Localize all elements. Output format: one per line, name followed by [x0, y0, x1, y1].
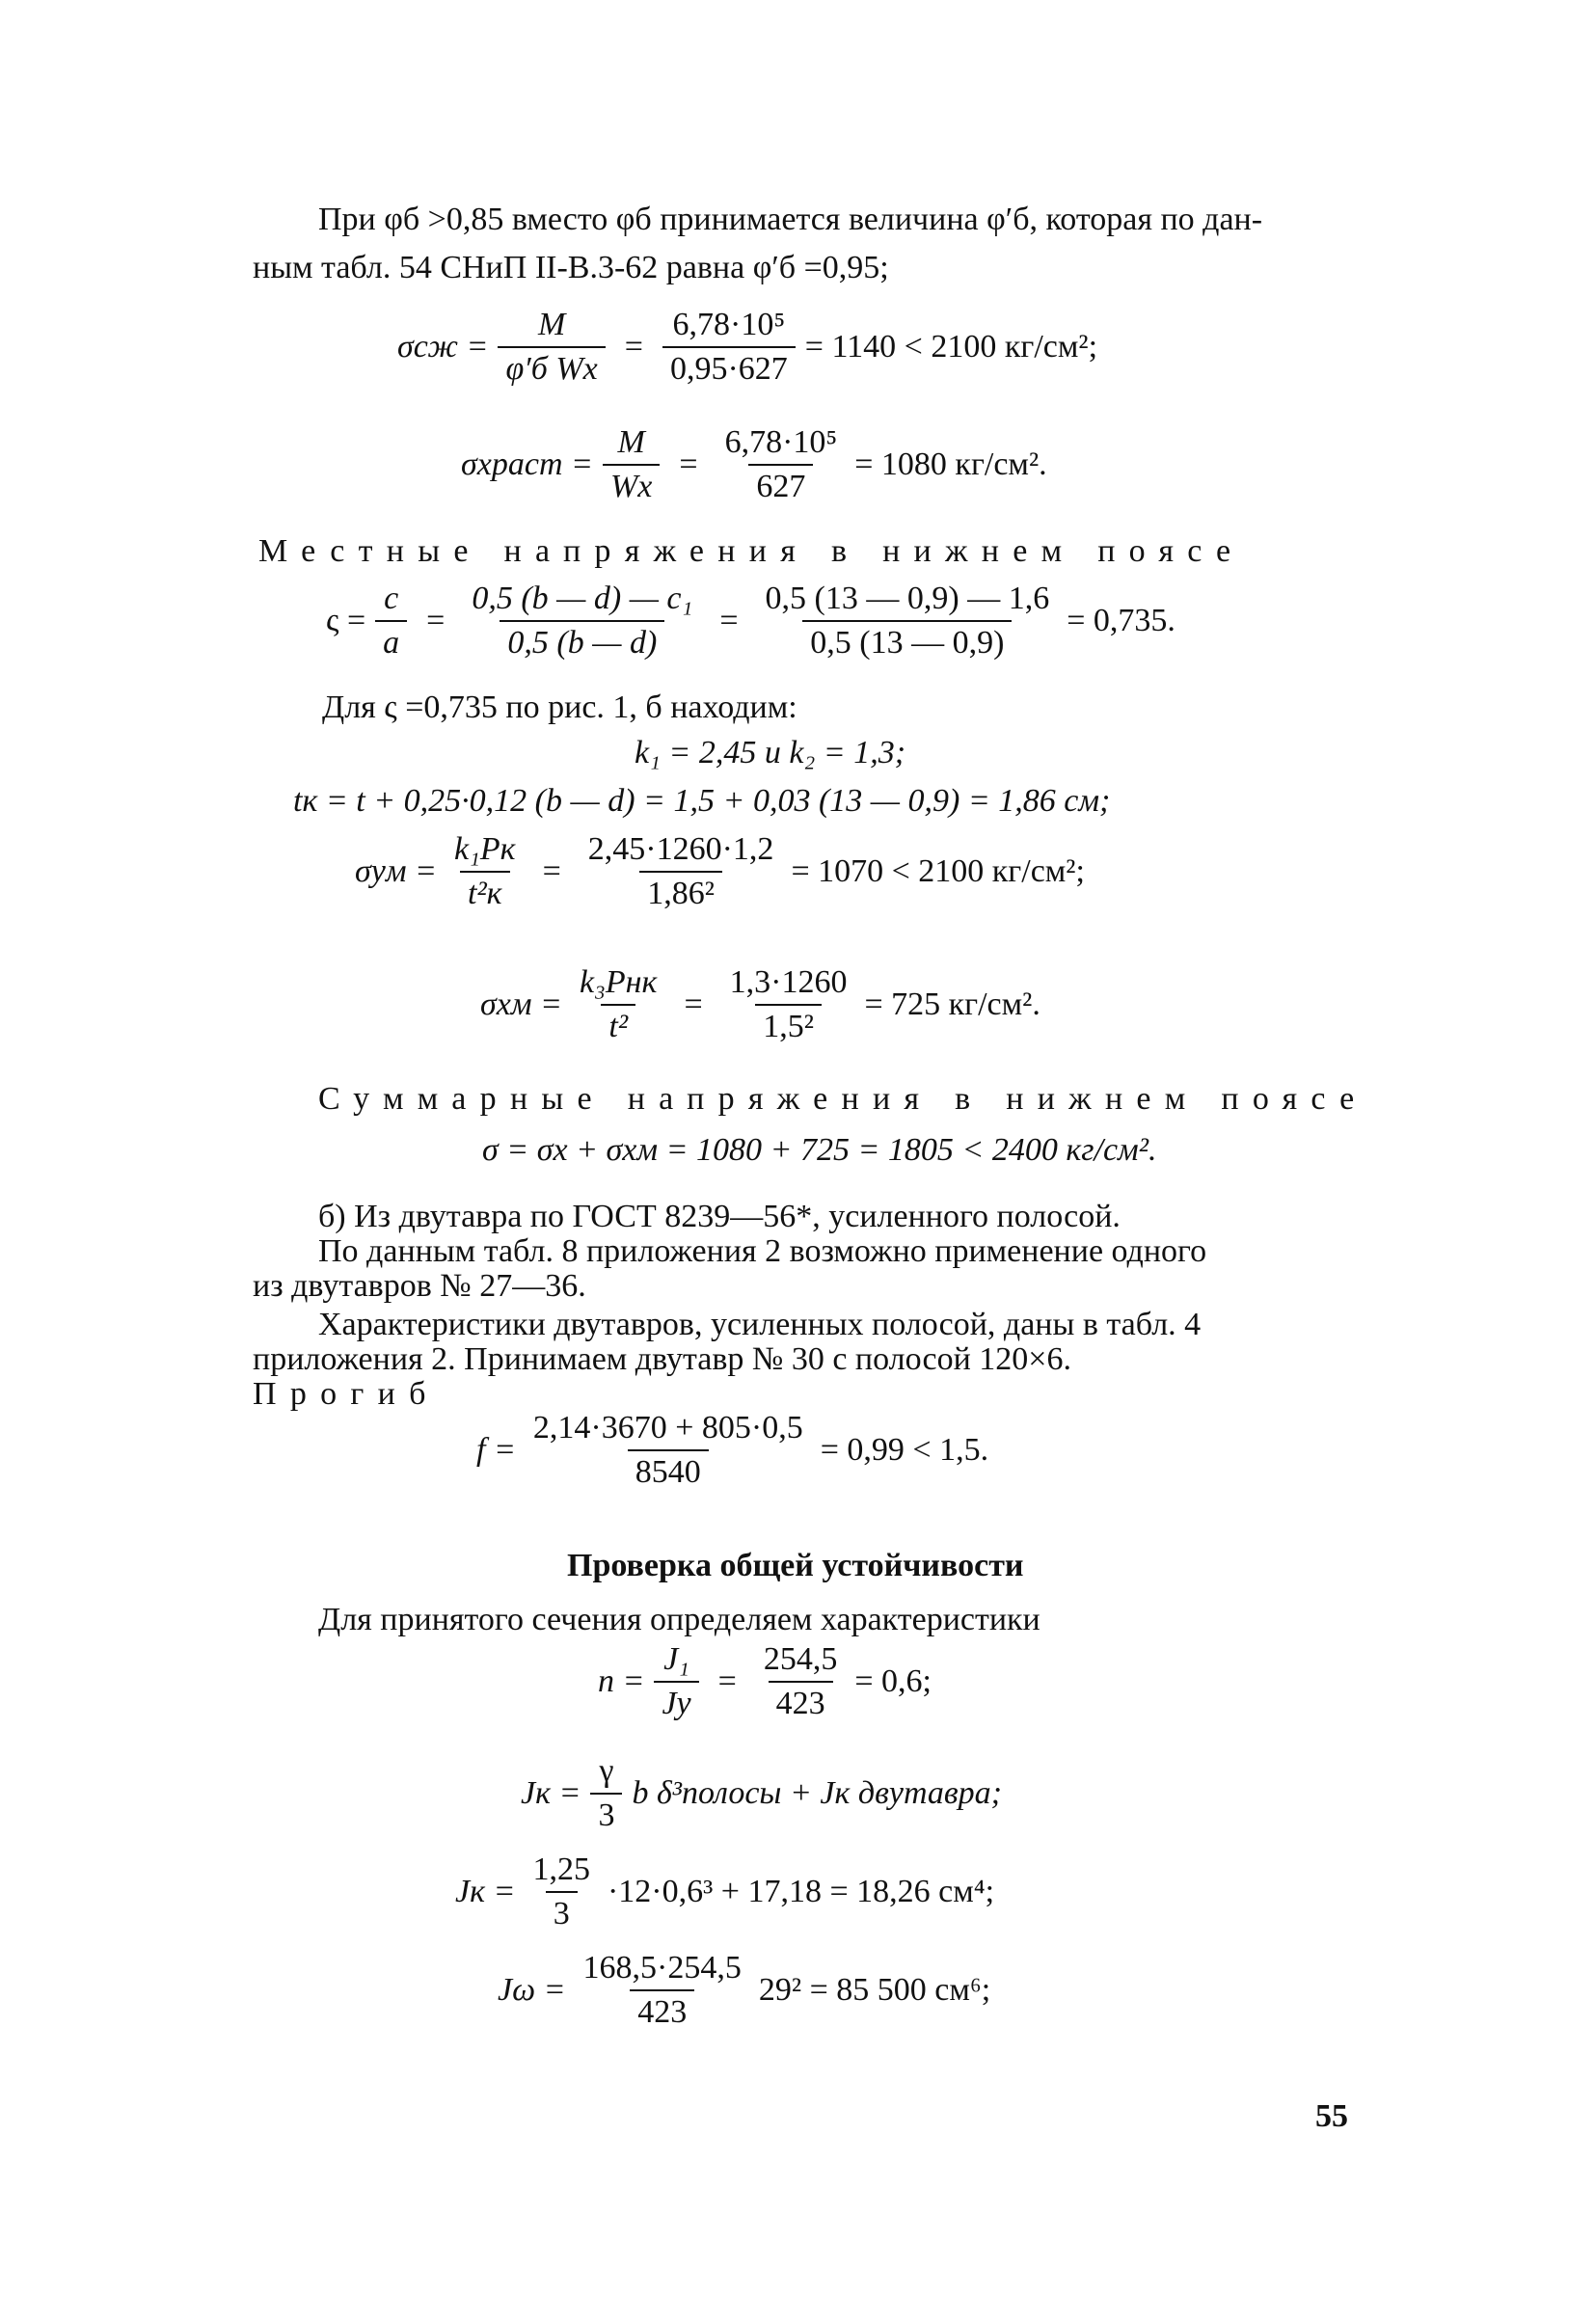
denominator: 627 [748, 464, 813, 505]
paragraph-line: При φб >0,85 вместо φб принимается величина φ′б, которая по дан- [318, 202, 1263, 237]
paragraph-line: По данным табл. 8 приложения 2 возможно применение одного [318, 1233, 1207, 1269]
equation-n: n = $\frac{\text{J₁}}{Jy}$ = $\frac{254,5}{423}$ = 0,6; [598, 1641, 932, 1721]
equation-rhs: = 0,735. [1067, 603, 1175, 638]
equation-lhs: n = [598, 1663, 645, 1699]
equation-jk-formula [521, 1753, 1002, 1834]
numerator: γ [599, 1753, 614, 1789]
paragraph-line: б) Из двутавра по ГОСТ 8239—56*, усиленного полосой. [318, 1199, 1121, 1234]
equation-sigma-y-local: σyм = $\frac{\text{k₁Pк}}{\text{t²к}}$ = $\frac{2,45\cdot 1260\cdot 1,2}{\text{1,86²}}$ = 1070 < 2100 кг/см²; [355, 831, 1085, 911]
equation-deflection [476, 1410, 988, 1491]
equation-lhs: σyм = [355, 853, 437, 889]
denominator: Wx [603, 464, 660, 505]
denominator: 8540 [628, 1449, 709, 1491]
equation-total-stress: σ = σx + σxм = 1080 + 725 = 1805 < 2400 кг/см². [482, 1132, 1157, 1168]
fraction [603, 424, 660, 505]
fraction [572, 964, 664, 1045]
equation-rhs: b δ³полосы + Jк двутавра; [632, 1775, 1002, 1811]
numerator: k₃Pнк [580, 964, 658, 1000]
denominator: 1,86² [639, 871, 722, 912]
equation-lhs: Jк = [455, 1874, 516, 1909]
equation-sigma-x-local: σxм = $\frac{\text{k₃Pнк}}{\text{t²}}$ = $\frac{1,3\cdot 1260}{\text{1,5²}}$ = 725 кг/см². [480, 964, 1040, 1044]
denominator: 423 [630, 1989, 694, 2031]
fraction [446, 831, 524, 912]
numerator: 1,25 [532, 1851, 590, 1887]
fraction [756, 1641, 846, 1722]
spaced-heading-local-stresses: Местные напряжения в нижнем поясе [258, 533, 1245, 569]
paragraph-line: Для ς =0,735 по рис. 1, б находим: [322, 689, 797, 725]
numerator: 0,5 (13 — 0,9) — 1,6 [765, 581, 1050, 616]
equation-sigma-tension: σxраст = $\frac{M}{Wx}$ = $\frac{\text{6,78·10⁵}}{627}$ = 1080 кг/см². [461, 424, 1047, 504]
fraction [654, 1641, 698, 1722]
fraction [525, 1851, 598, 1932]
equation-rhs: = 725 кг/см². [864, 986, 1040, 1022]
numerator: 1,3·1260 [729, 964, 848, 1000]
denominator: Jy [654, 1681, 698, 1722]
equation-rhs: = 1080 кг/см². [854, 446, 1047, 482]
fraction [526, 1410, 811, 1491]
paragraph-line: Характеристики двутавров, усиленных полосой, даны в табл. 4 [318, 1307, 1202, 1342]
equation-lhs: σсж = [397, 329, 489, 365]
fraction [498, 307, 605, 388]
numerator: M [617, 424, 645, 460]
equation-rhs: = 1070 < 2100 кг/см²; [791, 853, 1085, 889]
denominator: 423 [769, 1681, 833, 1722]
numerator: 2,45·1260·1,2 [587, 831, 774, 867]
denominator: 0,95·627 [662, 346, 796, 388]
numerator: 168,5·254,5 [582, 1950, 742, 1986]
equation-lhs: Jω = [498, 1972, 566, 2008]
numerator: 6,78·10⁵ [672, 307, 786, 342]
equation-lhs: ς = [326, 603, 366, 638]
denominator: 3 [590, 1793, 622, 1834]
fraction [758, 581, 1058, 662]
equation-rhs: = 1140 < 2100 кг/см²; [804, 329, 1098, 365]
fraction [375, 581, 407, 662]
equation-lhs: Jк = [521, 1775, 581, 1811]
page-number: 55 [1315, 2098, 1348, 2134]
paragraph-line: из двутавров № 27—36. [253, 1268, 586, 1304]
equation-lhs: σxм = [480, 986, 562, 1022]
paragraph-line: ным табл. 54 СНиП II-В.3-62 равна φ′б =0,95; [253, 250, 889, 285]
equation-rhs: 29² = 85 500 см⁶; [758, 1972, 991, 2008]
numerator: c [384, 581, 399, 616]
fraction [722, 964, 855, 1045]
numerator: 6,78·10⁵ [724, 424, 838, 460]
equation-rhs: ·12·0,6³ + 17,18 = 18,26 см⁴; [607, 1874, 995, 1909]
denominator: t² [601, 1004, 635, 1045]
equation-rhs: = 0,99 < 1,5. [820, 1432, 989, 1468]
denominator: t²к [460, 871, 510, 912]
numerator: 0,5 (b — d) — c₁ [472, 581, 693, 616]
denominator: 3 [546, 1891, 578, 1932]
denominator: 1,5² [755, 1004, 822, 1045]
equation-lhs: σxраст = [461, 446, 593, 482]
paragraph-line: Для принятого сечения определяем характеристики [318, 1602, 1040, 1637]
denominator: 0,5 (b — d) [500, 620, 664, 662]
spaced-heading-total-stresses: Суммарные напряжения в нижнем поясе [318, 1081, 1368, 1117]
denominator: 0,5 (13 — 0,9) [802, 620, 1012, 662]
equation-tk: tк = t + 0,25·0,12 (b — d) = 1,5 + 0,03 (13 — 0,9) = 1,86 см; [293, 783, 1111, 819]
fraction [576, 1950, 749, 2031]
denominator: φ′б Wx [498, 346, 605, 388]
denominator: a [375, 620, 407, 662]
fraction [717, 424, 846, 505]
fraction [464, 581, 700, 662]
fraction [662, 307, 796, 388]
equation-sigma-compression: σсж = $\frac{M}{\text{φ′б Wx}}$ = $\frac{\text{6,78·10⁵}}{0,95\cdot 627}$ = 1140 < 2100 кг/см²; [397, 307, 1098, 387]
spaced-heading-deflection: Прогиб [253, 1376, 440, 1412]
numerator: M [537, 307, 566, 342]
numerator: 254,5 [763, 1641, 838, 1677]
section-title: Проверка общей устойчивости [567, 1548, 1024, 1583]
numerator: J₁ [663, 1641, 689, 1677]
equation-j-omega [498, 1950, 990, 2031]
fraction [590, 1753, 622, 1834]
equation-zeta: ς = $\frac{c}{a}$ = $\frac{\text{0,5 (b — d) — c₁}}{0,5 (b — d)}$ = $\frac{0,5 (13 — 0,9) — 1,6}{0,5 (13 — 0,9)}$ = 0,735. [326, 581, 1175, 661]
equation-k-values: k₁ = 2,45 и k₂ = 1,3; [635, 735, 906, 770]
fraction [581, 831, 782, 912]
numerator: k₁Pк [454, 831, 516, 867]
paragraph-line: приложения 2. Принимаем двутавр № 30 с полосой 120×6. [253, 1341, 1071, 1377]
equation-jk-value [455, 1851, 994, 1932]
equation-lhs: f = [476, 1432, 516, 1468]
equation-rhs: = 0,6; [854, 1663, 932, 1699]
numerator: 2,14·3670 + 805·0,5 [532, 1410, 803, 1446]
